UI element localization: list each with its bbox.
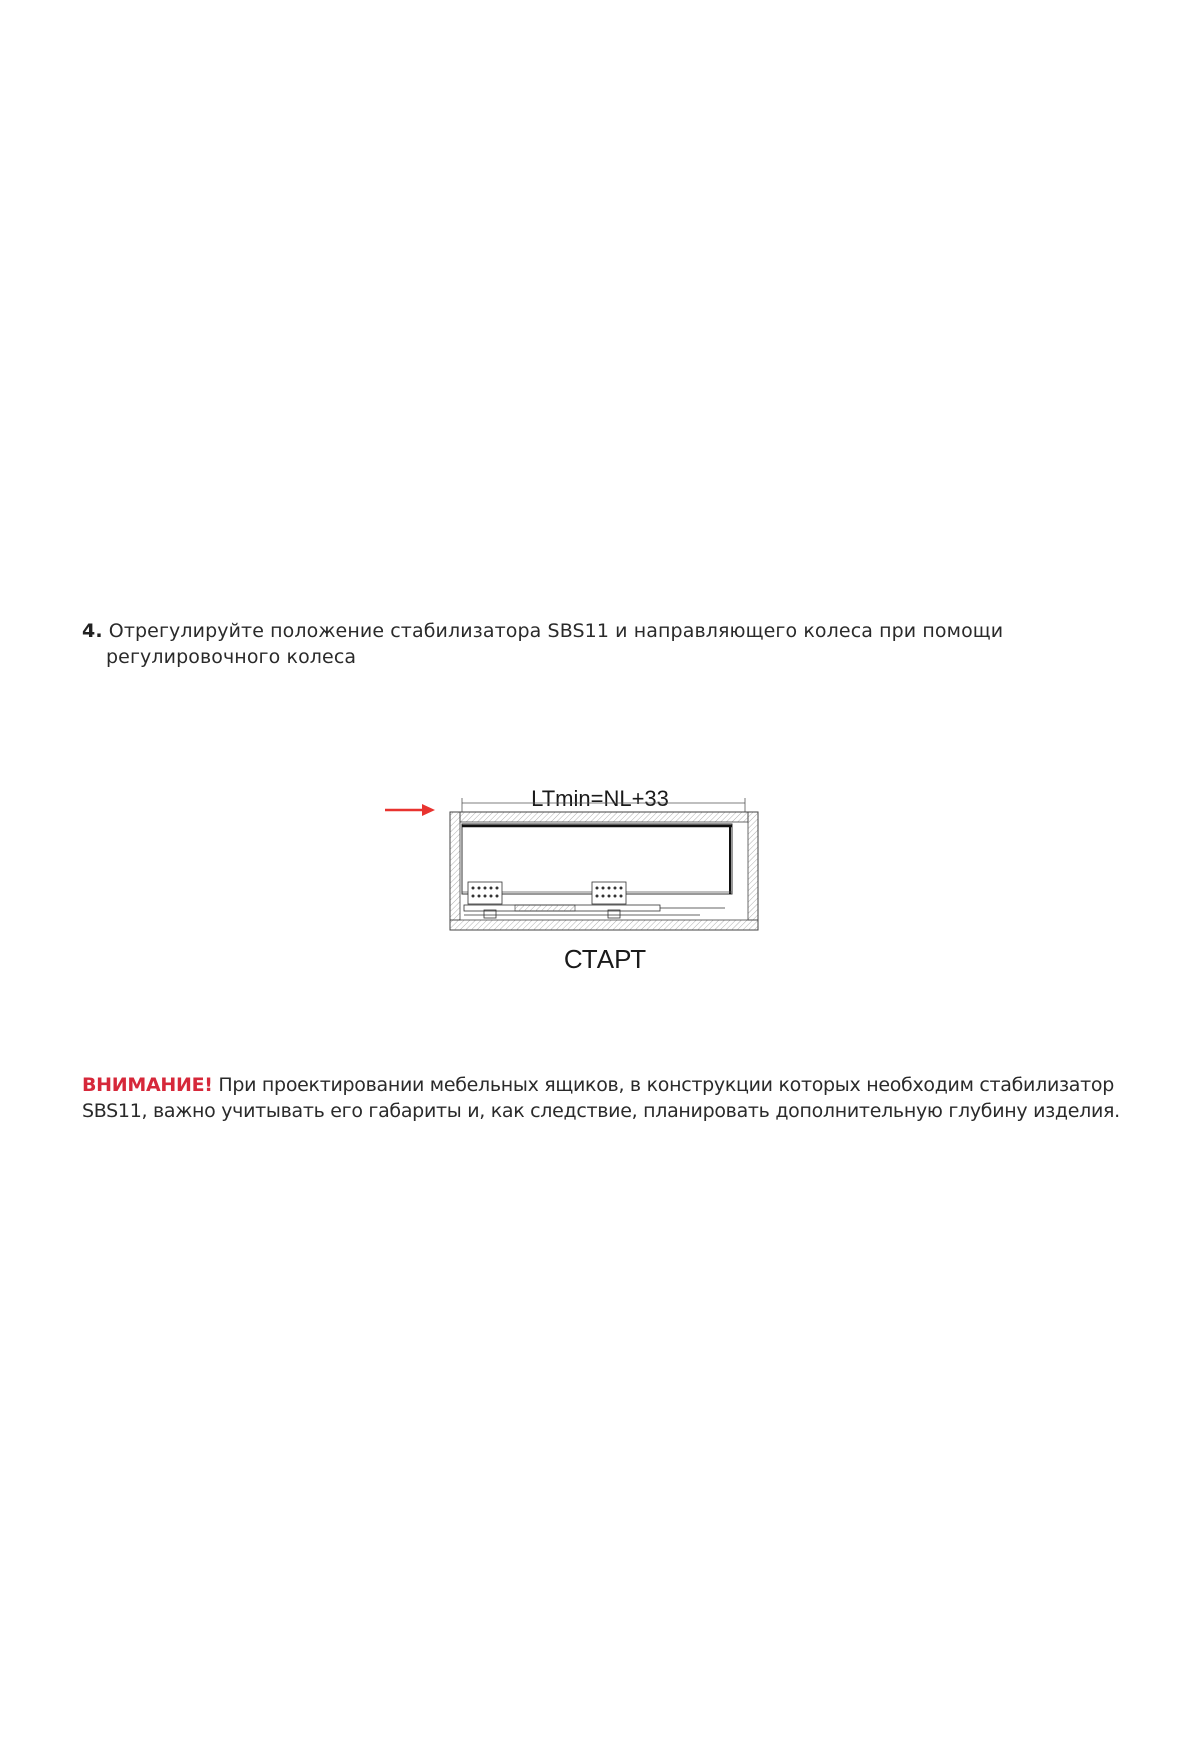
warning-text: При проектировании мебельных ящиков, в конструкции которых необходим стабилизатор SBS11, важно учитывать его габариты и, как следствие, планировать дополнительную глубину изделия. bbox=[82, 1074, 1120, 1122]
step-text-line1: Отрегулируйте положение стабилизатора SBS11 и направляющего колеса при помощи bbox=[108, 620, 1004, 642]
figure-caption-wrap bbox=[0, 944, 1200, 975]
stabilizer-bracket-left bbox=[468, 882, 502, 904]
dimension-line bbox=[462, 798, 745, 812]
warning-note bbox=[82, 1072, 1122, 1124]
dimension-label: LTmin=NL+33 bbox=[531, 786, 669, 811]
step-text-line2: регулировочного колеса bbox=[106, 646, 357, 668]
runner-slide bbox=[464, 905, 725, 918]
drawer-diagram bbox=[380, 772, 760, 942]
figure-caption: СТАРТ bbox=[563, 944, 647, 974]
step-instruction bbox=[82, 618, 1042, 670]
red-arrow-icon bbox=[385, 804, 435, 816]
warning-heading: ВНИМАНИЕ! bbox=[82, 1074, 213, 1096]
step-number: 4. bbox=[82, 620, 103, 642]
stabilizer-bracket-right bbox=[592, 882, 626, 904]
